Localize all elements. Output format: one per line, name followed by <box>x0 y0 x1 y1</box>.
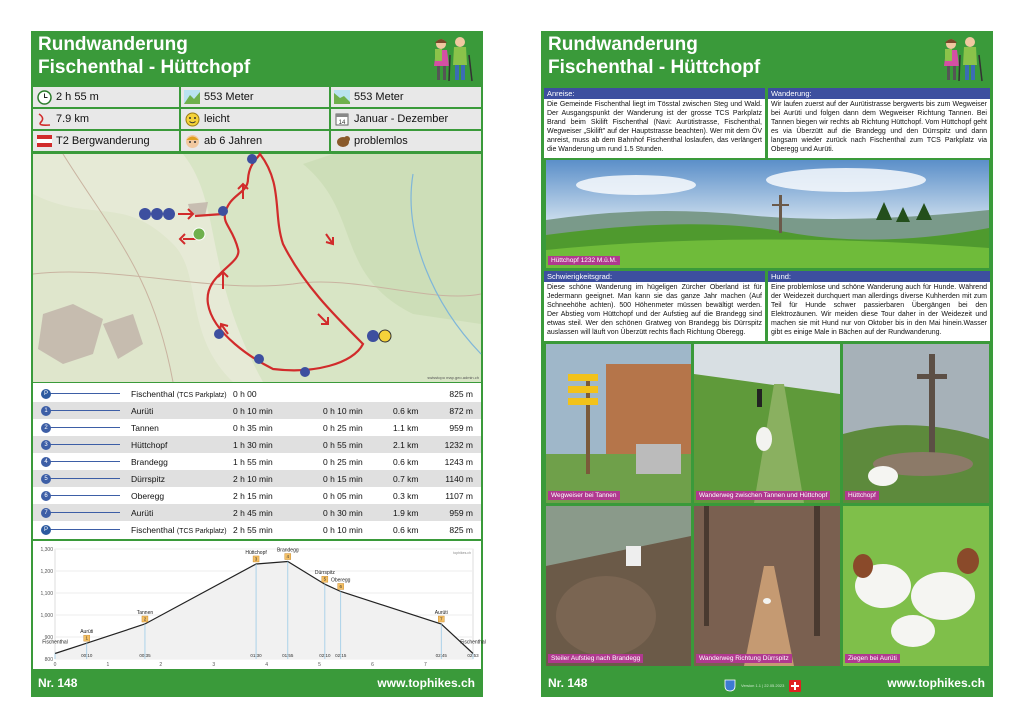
schwierigkeit-heading: Schwierigkeitsgrad: <box>544 271 765 282</box>
hikers-icon <box>933 35 985 83</box>
age-value: ab 6 Jahren <box>204 135 263 147</box>
descent-icon <box>334 89 350 105</box>
x-tick-label: 4 <box>265 662 269 668</box>
profile-num: 1 <box>85 635 89 641</box>
stat-dogs <box>331 131 481 151</box>
x-tick-label: 5 <box>318 662 321 668</box>
waypoint-time: 1 h 55 min <box>233 457 273 467</box>
waypoint-distance: 2.1 km <box>393 440 419 450</box>
grade-value: T2 Bergwanderung <box>56 135 150 147</box>
website-link[interactable]: www.tophikes.ch <box>377 676 475 690</box>
waypoint-time: 2 h 10 min <box>233 474 273 484</box>
profile-num: 2 <box>143 616 147 622</box>
photo-steiler-aufstieg <box>546 506 691 666</box>
x-tick-label: 0 <box>53 662 57 668</box>
waypoint-distance: 0.3 km <box>393 491 419 501</box>
page-title-right <box>548 33 760 79</box>
profile-time: 02:45 <box>435 653 447 658</box>
elevation-chart <box>33 541 486 669</box>
waypoint-name: Fischenthal (TCS Parkplatz) <box>131 389 227 399</box>
schwierigkeit-text: Diese schöne Wanderung im hügeligen Zürcher Oberland ist für Jedermann geeignet. Man kann sie das ganze Jahr machen (Auf Schneehöhe achten). 500 Höhenmeter müssen bewältigt werden. Der Abstieg vom Hüttchopf und der Aufstieg auf die Brandegg sind etwas steil. Wer den schönen Gratweg von Brandegg bis Dürrspitz auslassen will läuft von Überzütt rechts flach Richtung Oberegg. <box>547 284 762 336</box>
profile-num: 6 <box>339 583 342 589</box>
title-line-1-right: Rundwanderung <box>548 34 698 55</box>
waypoint-name: Aurüti <box>131 508 154 518</box>
waypoint-marker: 3 <box>41 440 51 450</box>
waypoint-altitude: 872 m <box>449 406 473 416</box>
parking-icon: P <box>41 389 51 399</box>
y-tick-label: 1,300 <box>40 547 53 553</box>
footer-badges <box>724 679 801 692</box>
waypoint-line <box>45 529 120 530</box>
waypoint-altitude: 1243 m <box>444 457 473 467</box>
hund-text: Eine problemlose und schöne Wanderung auch für Hunde. Während der Weidezeit durchquert man allerdings diverse Kuhherden mit zum Teil für Hunde schwer passierbaren Übergängen bei den Elektrozäunen. Wir meiden diese Tour daher in der Weidezeit und machen sie mit Hund nur von Oktober bis in den Mai hinein.Wasser gibt es einige Male in Bächen auf der Rundwanderung. <box>771 284 987 336</box>
hikers-icon <box>423 35 475 83</box>
website-link-right[interactable]: www.tophikes.ch <box>887 676 985 690</box>
waypoint-row <box>33 487 481 504</box>
photo-caption: Steiler Aufstieg nach Brandegg <box>548 654 643 663</box>
x-tick-label: 6 <box>371 662 374 668</box>
stat-descent <box>331 87 481 107</box>
waypoint-marker: 4 <box>41 457 51 467</box>
waypoint-altitude: 959 m <box>449 508 473 518</box>
descent-value: 553 Meter <box>354 91 404 103</box>
profile-time: 02:53 <box>467 653 479 658</box>
profile-label: Fischenthal <box>42 639 68 646</box>
profile-time: 00:35 <box>139 653 151 658</box>
hike-number-right: Nr. 148 <box>548 676 588 690</box>
y-tick-label: 900 <box>44 635 53 641</box>
waypoint-row <box>33 419 481 436</box>
wanderung-text: Wir laufen zuerst auf der Aurütistrasse bergwerts bis zum Wegweiser bei Aurüti und folgen dann dem Wegweiser Richtung Tannen. Bei Tannen biegen wir rechts ab Richtung Hüttchopf. Vom Hüttchopf geht es via Überzütt auf die Brandegg und den Dürrspitz und dann langsam wieder zurück nach Fischenthal zum TCS Parkplatz via Oberegg und Aurüti. <box>771 101 987 153</box>
waypoint-name: Fischenthal (TCS Parkplatz) <box>131 525 227 535</box>
profile-num: 3 <box>254 556 258 562</box>
y-tick-label: 1,000 <box>40 613 53 619</box>
distance-value: 7.9 km <box>56 113 90 125</box>
waypoint-altitude: 1232 m <box>444 440 473 450</box>
waypoint-line <box>45 478 120 479</box>
stat-duration <box>33 87 179 107</box>
waypoint-row <box>33 453 481 470</box>
wanderung-heading: Wanderung: <box>768 88 990 99</box>
svg-text:14: 14 <box>338 120 346 126</box>
waypoint-line <box>45 427 120 428</box>
profile-credit: tophikes.ch <box>453 551 471 555</box>
ascent-icon <box>184 89 200 105</box>
waypoint-segment: 0 h 10 min <box>323 525 363 535</box>
panorama-caption: Hüttchopf 1232 M.ü.M. <box>548 256 620 265</box>
waypoint-line <box>45 393 120 394</box>
season-value: Januar - Dezember <box>354 113 449 125</box>
title-line-2: Fischenthal - Hüttchopf <box>38 57 251 78</box>
photo-richtung-duerrspitz <box>694 506 840 666</box>
waypoint-distance: 0.6 km <box>393 406 419 416</box>
waypoint-name: Tannen <box>131 423 159 433</box>
waypoint-marker: 5 <box>41 474 51 484</box>
x-tick-label: 3 <box>212 662 216 668</box>
waypoint-row <box>33 385 481 402</box>
waypoint-distance: 0.6 km <box>393 457 419 467</box>
anreise-heading: Anreise: <box>544 88 765 99</box>
calendar-icon <box>334 111 350 127</box>
map-credit: swisstopo map.geo.admin.ch <box>427 375 479 380</box>
profile-label: Aurüti <box>434 610 448 617</box>
y-tick-label: 800 <box>44 657 53 663</box>
profile-label: Oberegg <box>330 577 351 584</box>
schwierigkeit-section <box>543 270 766 342</box>
photo-ziegen <box>843 506 989 666</box>
profile-label: Dürrspitz <box>314 570 335 577</box>
photo-caption: Ziegen bei Aurüti <box>845 654 900 663</box>
version-text: Version 1.1 | 22.05.2023 <box>741 683 785 688</box>
canton-shield-icon <box>724 679 736 692</box>
profile-time: 01:30 <box>250 653 262 658</box>
waypoint-segment: 0 h 55 min <box>323 440 363 450</box>
waypoint-time: 0 h 35 min <box>233 423 273 433</box>
waypoint-altitude: 959 m <box>449 423 473 433</box>
hund-heading: Hund: <box>768 271 990 282</box>
stat-season <box>331 109 481 129</box>
profile-time: 02:10 <box>319 653 331 658</box>
anreise-text: Die Gemeinde Fischenthal liegt im Tösstal zwischen Steg und Wald. Der Ausgangspunkt der Wanderung ist der grosse TCS Parkplatz Brand beim Skilift Fischenthal (Navi: Aurütistrasse, Fischenthal, Wegweiser „Skilift" auf der Hauptstrasse beachten). Wer mit dem ÖV anreist, muss ab dem Bahnhof Fischenthal loslaufen, das verlängert die Wanderung um rund 1.5 Stunden. <box>547 101 762 153</box>
hike-number: Nr. 148 <box>38 676 78 690</box>
waypoint-name: Hüttchopf <box>131 440 168 450</box>
route-info-page <box>31 31 486 697</box>
hund-section <box>767 270 991 342</box>
clock-icon <box>36 89 52 105</box>
waypoint-row <box>33 521 481 538</box>
title-line-1: Rundwanderung <box>38 34 188 55</box>
dog-icon <box>334 133 350 149</box>
waypoint-marker: 7 <box>41 508 51 518</box>
route-map[interactable] <box>33 154 481 382</box>
photo-caption: Wanderweg zwischen Tannen und Hüttchopf <box>696 491 830 500</box>
waypoint-time: 2 h 15 min <box>233 491 273 501</box>
waypoint-marker: 1 <box>41 406 51 416</box>
waypoint-distance: 0.6 km <box>393 525 419 535</box>
waypoint-time: 0 h 10 min <box>233 406 273 416</box>
waypoint-time: 1 h 30 min <box>233 440 273 450</box>
waypoint-altitude: 825 m <box>449 525 473 535</box>
stat-age <box>181 131 329 151</box>
wanderung-section <box>767 87 991 159</box>
profile-time: 02:15 <box>335 653 347 658</box>
profile-label: Tannen <box>136 610 154 617</box>
photo-wegweiser <box>546 344 691 503</box>
waypoint-line <box>45 495 120 496</box>
profile-num: 7 <box>439 616 443 622</box>
waypoint-time: 0 h 00 <box>233 389 257 399</box>
waypoint-time: 2 h 45 min <box>233 508 273 518</box>
anreise-section <box>543 87 766 159</box>
y-tick-label: 1,100 <box>40 591 53 597</box>
waypoint-segment: 0 h 25 min <box>323 457 363 467</box>
route-length-icon <box>36 111 52 127</box>
waypoint-row <box>33 436 481 453</box>
stat-difficulty <box>181 109 329 129</box>
waypoint-name: Oberegg <box>131 491 165 501</box>
waypoint-line <box>45 410 120 411</box>
waypoint-name: Brandegg <box>131 457 168 467</box>
smiley-icon <box>184 111 200 127</box>
waypoint-distance: 0.7 km <box>393 474 419 484</box>
profile-num: 5 <box>323 576 327 582</box>
waypoint-distance: 1.1 km <box>393 423 419 433</box>
difficulty-value: leicht <box>204 113 230 125</box>
panorama-photo <box>546 160 989 268</box>
waypoint-segment: 0 h 25 min <box>323 423 363 433</box>
ascent-value: 553 Meter <box>204 91 254 103</box>
waypoint-altitude: 825 m <box>449 389 473 399</box>
photo-caption: Wegweiser bei Tannen <box>548 491 620 500</box>
child-icon <box>184 133 200 149</box>
photo-wanderweg-tannen <box>694 344 840 503</box>
waypoint-row <box>33 504 481 521</box>
elevation-profile <box>33 541 486 669</box>
profile-label: Aurüti <box>80 629 94 636</box>
dogs-value: problemlos <box>354 135 408 147</box>
waypoint-line <box>45 512 120 513</box>
duration-value: 2 h 55 m <box>56 91 99 103</box>
photo-huettchopf <box>843 344 989 503</box>
waypoint-altitude: 1140 m <box>445 474 473 484</box>
waypoint-segment: 0 h 30 min <box>323 508 363 518</box>
waypoint-table <box>33 383 481 539</box>
profile-num: 4 <box>286 554 290 560</box>
y-tick-label: 1,200 <box>40 569 53 575</box>
stat-grade <box>33 131 179 151</box>
x-tick-label: 7 <box>423 662 427 668</box>
waypoint-segment: 0 h 10 min <box>323 406 363 416</box>
waypoint-distance: 1.9 km <box>393 508 419 518</box>
x-tick-label: 1 <box>106 662 110 668</box>
route-stats <box>33 87 481 153</box>
profile-time: 00:10 <box>81 653 93 658</box>
profile-label: Brandegg <box>276 547 299 554</box>
profile-label: Fischenthal <box>460 639 486 646</box>
photo-caption: Hüttchopf <box>845 491 879 500</box>
stat-distance <box>33 109 179 129</box>
parking-icon: P <box>41 525 51 535</box>
page-title <box>38 33 250 79</box>
waypoint-segment: 0 h 15 min <box>323 474 363 484</box>
waypoint-row <box>33 470 481 487</box>
waypoint-marker: 2 <box>41 423 51 433</box>
waypoint-time: 2 h 55 min <box>233 525 273 535</box>
stat-ascent <box>181 87 329 107</box>
waypoint-line <box>45 444 120 445</box>
photo-caption: Wanderweg Richtung Dürrspitz <box>696 654 792 663</box>
x-tick-label: 2 <box>159 662 163 668</box>
waypoint-line <box>45 461 120 462</box>
trail-marker-icon <box>36 133 52 149</box>
profile-label: Hüttchopf <box>245 549 267 556</box>
waypoint-name: Dürrspitz <box>131 474 166 484</box>
waypoint-marker: 6 <box>41 491 51 501</box>
profile-time: 01:55 <box>282 653 294 658</box>
waypoint-name: Aurüti <box>131 406 154 416</box>
title-line-2-right: Fischenthal - Hüttchopf <box>548 57 761 78</box>
swiss-flag-icon <box>789 680 801 692</box>
waypoint-altitude: 1107 m <box>445 491 473 501</box>
route-description-page <box>541 31 993 697</box>
waypoint-row <box>33 402 481 419</box>
map-drawing <box>33 154 481 382</box>
waypoint-segment: 0 h 05 min <box>323 491 363 501</box>
